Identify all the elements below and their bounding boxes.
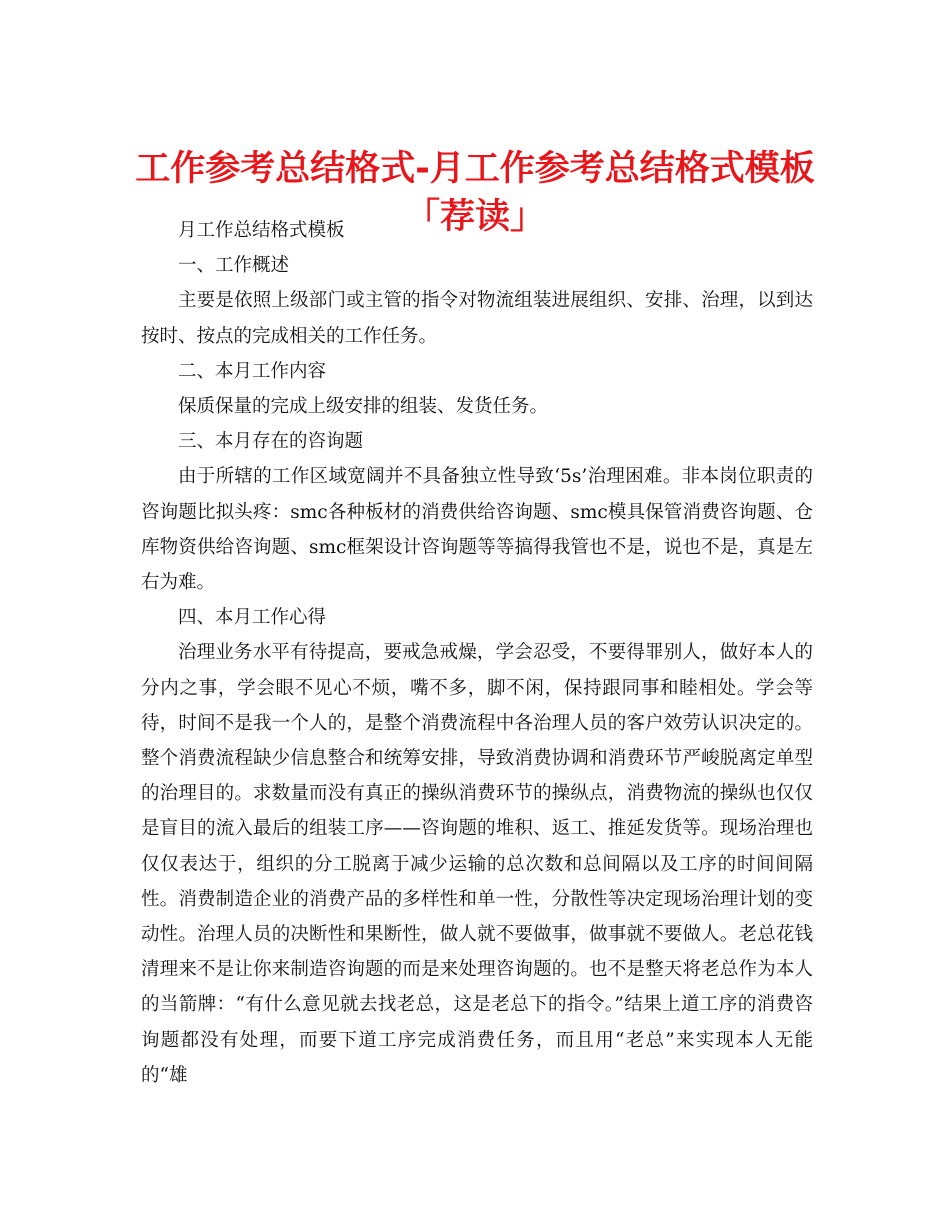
document-title: 工作参考总结格式-月工作参考总结格式模板「荐读」 <box>135 149 815 238</box>
document-body <box>141 213 813 1093</box>
section-heading-problems: 三、本月存在的咨询题 <box>178 431 364 453</box>
subtitle-paragraph: 月工作总结格式模板 <box>178 220 345 241</box>
paragraph-overview: 主要是依照上级部门或主管的指令对物流组装进展组织、安排、治理，以到达按时、按点的完成相关的工作任务。 <box>141 290 813 347</box>
section-heading-overview: 一、工作概述 <box>178 255 290 277</box>
section-heading-insights: 四、本月工作心得 <box>178 607 327 629</box>
paragraph-insights: 治理业务水平有待提高，要戒急戒燥，学会忍受，不要得罪别人，做好本人的分内之事，学会眼不见心不烦，嘴不多，脚不闲，保持跟同事和睦相处。学会等待，时间不是我一个人的，是整个消费流程中各治理人员的客户效劳认识决定的。整个消费流程缺少信息整合和统筹安排，导致消费协调和消费环节严峻脱离定单型的治理目的。求数量而没有真正的操纵消费环节的操纵点，消费物流的操纵也仅仅是盲目的流入最后的组装工序——咨询题的堆积、返工、推延发货等。现场治理也仅仅表达于，组织的分工脱离于减少运输的总次数和总间隔以及工序的时间间隔性。消费制造企业的消费产品的多样性和单一性，分散性等决定现场治理计划的变动性。治理人员的决断性和果断性，做人就不要做事，做事就不要做人。老总花钱清理来不是让你来制造咨询题的而是来处理咨询题的。也不是整天将老总作为本人的当箭牌：“有什么意见就去找老总，这是老总下的指令。”结果上道工序的消费咨询题都没有处理，而要下道工序完成消费任务，而且用“老总”来实现本人无能的“雄 <box>141 642 813 1086</box>
section-heading-content: 二、本月工作内容 <box>178 360 327 382</box>
paragraph-problems: 由于所辖的工作区域宽阔并不具备独立性导致‘5s’治理困难。非本岗位职责的咨询题比拟头疼：smc各种板材的消费供给咨询题、smc模具保管消费咨询题、仓库物资供给咨询题、smc框架设计咨询题等等搞得我管也不是，说也不是，真是左右为难。 <box>141 466 813 594</box>
paragraph-content: 保质保量的完成上级安排的组装、发货任务。 <box>178 396 549 418</box>
